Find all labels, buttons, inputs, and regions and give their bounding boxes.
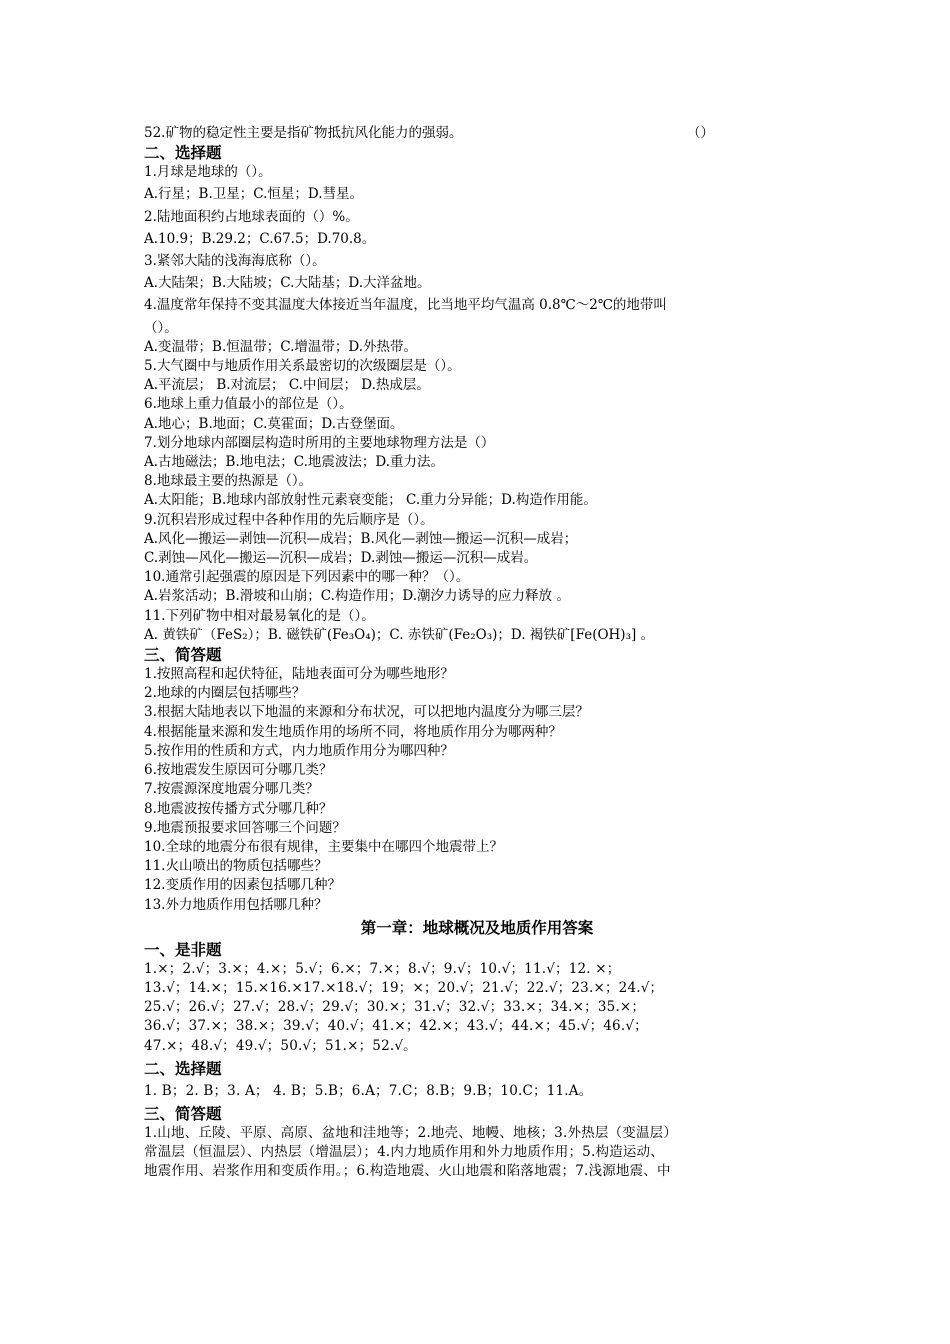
choice-line: 6.地球上重力值最小的部位是（）。 [144, 396, 353, 413]
answers-section [144, 940, 810, 1182]
tf-answer-line: 47.×；48.√；49.√；50.√；51.×；52.√。 [144, 1037, 417, 1054]
short-answer-line: 1.按照高程和起伏特征，陆地表面可分为哪些地形？ [144, 666, 454, 683]
short-answer-line: 4.根据能量来源和发生地质作用的场所不同，将地质作用分为哪两种？ [144, 723, 562, 740]
choice-line: 11.下列矿物中相对最易氧化的是（）。 [144, 607, 375, 624]
question-52 [144, 124, 810, 143]
sa-answer-line: 地震作用、岩浆作用和变质作用。；6.构造地震、火山地震和陷落地震；7.浅源地震、中 [144, 1163, 671, 1180]
choice-line: 8.地球最主要的热源是（）。 [144, 473, 313, 490]
choice-line: 1.月球是地球的（）。 [144, 164, 272, 181]
document-page [144, 124, 810, 1182]
choice-line: A.太阳能；B.地球内部放射性元素衰变能； C.重力分异能；D.构造作用能。 [144, 492, 597, 509]
choice-line: A.古地磁法；B.地电法；C.地震波法；D.重力法。 [144, 454, 445, 471]
choice-line: 9.沉积岩形成过程中各种作用的先后顺序是（）。 [144, 511, 434, 528]
tf-answer-line: 25.√；26.√；27.√；28.√；29.√；30.×；31.√；32.√；33.×；34.×；35.×； [144, 999, 646, 1016]
choice-line: A.行星；B.卫星；C.恒星；D.彗星。 [144, 186, 364, 203]
choice-line: A.变温带；B.恒温带；C.增温带；D.外热带。 [144, 338, 418, 355]
choice-line: A. 黄铁矿（FeS₂）；B. 磁铁矿(Fe₃O₄)；C. 赤铁矿(Fe₂O₃)；D. 褐铁矿[Fe(OH)₃] 。 [144, 626, 655, 643]
choice-line: （）。 [144, 319, 178, 336]
sa-answer-line: 常温层（恒温层）、内热层（增温层）；4.内力地质作用和外力地质作用；5.构造运动、 [144, 1144, 664, 1161]
choice-line: 3.紧邻大陆的浅海海底称（）。 [144, 253, 326, 270]
choice-questions [144, 163, 810, 645]
short-answer-line: 8.地震波按传播方式分哪几种？ [144, 800, 333, 817]
choice-line: 2.陆地面积约占地球表面的（）%。 [144, 208, 359, 225]
choice-line: A.岩浆活动；B.滑坡和山崩；C.构造作用；D.潮汐力诱导的应力释放 。 [144, 588, 570, 605]
choice-line: 4.温度常年保持不变其温度大体接近当年温度，比当地平均气温高 0.8℃～2℃的地带叫 [144, 297, 667, 314]
answers-mc-heading: 二、选择题 [144, 1059, 222, 1078]
question-52-text: 52.矿物的稳定性主要是指矿物抵抗风化能力的强弱。 [144, 125, 463, 141]
short-answer-line: 2.地球的内圈层包括哪些？ [144, 685, 306, 702]
choice-line: 5.大气圈中与地质作用关系最密切的次级圈层是（）。 [144, 358, 461, 375]
choice-line: A.风化—搬运—剥蚀—沉积—成岩；B.风化—剥蚀—搬运—沉积—成岩； [144, 530, 578, 547]
short-answer-line: 13.外力地质作用包括哪几种？ [144, 896, 328, 913]
short-answer-line: 10.全球的地震分布很有规律，主要集中在哪四个地震带上？ [144, 838, 503, 855]
short-answer-line: 5.按作用的性质和方式，内力地质作用分为哪四种？ [144, 742, 454, 759]
answers-sa-heading: 三、简答题 [144, 1104, 222, 1123]
choice-line: 7.划分地球内部圈层构造时所用的主要地球物理方法是（） [144, 434, 495, 451]
short-answer-line: 12.变质作用的因素包括哪几种？ [144, 877, 341, 894]
sa-answer-line: 1.山地、丘陵、平原、高原、盆地和洼地等；2.地壳、地幔、地核；3.外热层（变温层） [144, 1124, 678, 1141]
choice-line: C.剥蚀—风化—搬运—沉积—成岩；D.剥蚀—搬运—沉积—成岩。 [144, 550, 538, 567]
choice-line: A.10.9；B.29.2；C.67.5；D.70.8。 [144, 230, 376, 247]
short-answer-line: 7.按震源深度地震分哪几类？ [144, 781, 319, 798]
short-answer-line: 3.根据大陆地表以下地温的来源和分布状况，可以把地内温度分为哪三层？ [144, 704, 589, 721]
short-answer-line: 9.地震预报要求回答哪三个问题？ [144, 819, 346, 836]
section-heading-choice: 二、选择题 [144, 144, 222, 163]
tf-answer-line: 36.√；37.×；38.×；39.√；40.√；41.×；42.×；43.√；44.×；45.√；46.√； [144, 1018, 648, 1035]
answer-bracket: （） [687, 125, 714, 141]
answers-title: 第一章：地球概况及地质作用答案 [360, 918, 594, 937]
choice-line: A.地心；B.地面；C.莫霍面；D.古登堡面。 [144, 415, 404, 432]
choice-line: 10.通常引起强震的原因是下列因素中的哪一种？（）。 [144, 569, 470, 586]
tf-answer-line: 13.√；14.×；15.×16.×17.×18.√；19；×；20.√；21.√；22.√；23.×；24.√； [144, 979, 664, 996]
answers-tf-heading: 一、是非题 [144, 940, 222, 959]
choice-line: A.大陆架；B.大陆坡；C.大陆基；D.大洋盆地。 [144, 275, 431, 292]
mc-answer-line: 1. B；2. B；3. A； 4. B；5.B；6.A；7.C；8.B；9.B；10.C；11.A。 [144, 1082, 593, 1099]
short-answer-line: 6.按地震发生原因可分哪几类？ [144, 762, 333, 779]
section-heading-short-answer: 三、简答题 [144, 646, 222, 665]
choice-line: A.平流层； B.对流层； C.中间层； D.热成层。 [144, 377, 430, 394]
short-answer-questions [144, 665, 810, 915]
tf-answer-line: 1.×；2.√；3.×；4.×；5.√；6.×；7.×；8.√；9.√；10.√；11.√；12. ×； [144, 960, 621, 977]
short-answer-line: 11.火山喷出的物质包括哪些？ [144, 858, 328, 875]
